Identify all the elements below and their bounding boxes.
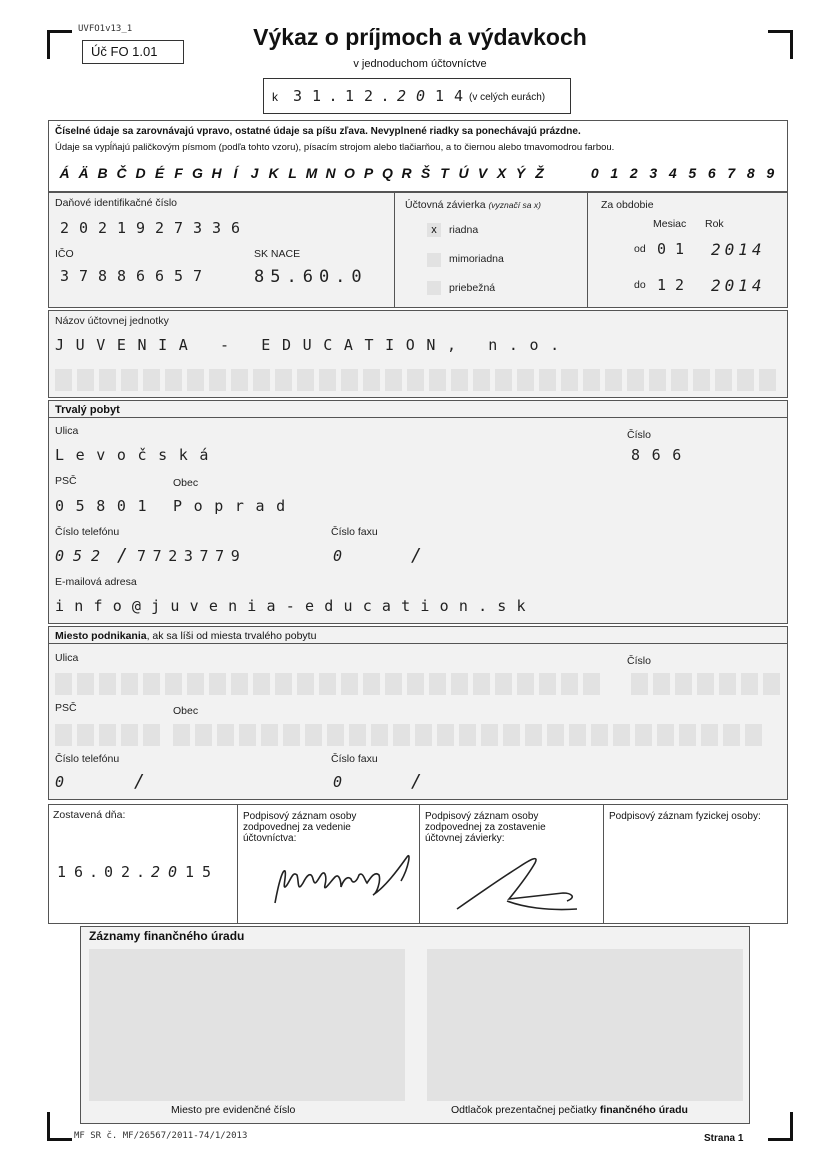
- sample-letter: Ä: [78, 165, 89, 181]
- registration-number-caption: Miesto pre evidenčné číslo: [171, 1104, 296, 1116]
- tax-office-title: Záznamy finančného úradu: [89, 929, 245, 943]
- report-date-char: .: [380, 87, 390, 105]
- business-number-label: Číslo: [627, 655, 651, 667]
- email-field[interactable]: info@juvenia-education.sk: [55, 597, 536, 615]
- to-label: do: [634, 279, 646, 291]
- sample-letter: Č: [116, 165, 127, 181]
- business-section: [48, 626, 788, 800]
- business-psc-label: PSČ: [55, 702, 77, 714]
- nace-field[interactable]: 85.60.0: [254, 267, 368, 287]
- unit-name-section: [48, 310, 788, 398]
- tax-office-section: [80, 926, 750, 1124]
- sample-digit: 8: [746, 165, 755, 181]
- sample-letter: X: [496, 165, 507, 181]
- sample-letter: G: [192, 165, 203, 181]
- sample-letter: K: [268, 165, 279, 181]
- business-number-field[interactable]: [631, 673, 780, 695]
- sample-digit: 9: [766, 165, 775, 181]
- report-date: [288, 87, 468, 105]
- ico-char: 7: [78, 267, 89, 285]
- ico-char: 6: [154, 267, 165, 285]
- tax-id-char: 3: [192, 219, 203, 237]
- report-date-char: 2: [396, 87, 407, 105]
- ico-label: IČO: [55, 248, 74, 260]
- instructions-bold: Číselné údaje sa zarovnávajú vpravo, ostatné údaje sa píšu zľava. Nevyplnené riadky sa ponechávajú prázdne.: [55, 126, 581, 137]
- phone-prefix-field[interactable]: 052: [55, 547, 110, 565]
- business-fax-slash: /: [411, 771, 422, 792]
- tax-id-char: 9: [135, 219, 146, 237]
- business-psc-field[interactable]: [55, 724, 160, 746]
- sample-letter: J: [250, 165, 259, 181]
- unit-name-empty-row[interactable]: [55, 369, 776, 391]
- residence-label: Trvalý pobyt: [55, 404, 120, 416]
- business-phone-slash: /: [134, 771, 145, 792]
- compiled-date-char: 5: [201, 863, 212, 881]
- stamp-caption: Odtlačok prezentačnej pečiatky finančného úradu: [451, 1104, 688, 1116]
- sample-letter: Ž: [535, 165, 544, 181]
- email-label: E-mailová adresa: [55, 576, 137, 588]
- currency-note: (v celých eurách): [469, 92, 546, 103]
- sample-letter: Ý: [515, 165, 526, 181]
- sample-letter: Ú: [458, 165, 469, 181]
- street-label: Ulica: [55, 425, 79, 437]
- sample-letter: V: [477, 165, 488, 181]
- business-fax-label: Číslo faxu: [331, 753, 378, 765]
- business-label: Miesto podnikania, ak sa líši od miesta trvalého pobytu: [55, 630, 317, 642]
- closing-regular-checkbox[interactable]: x: [427, 223, 441, 237]
- sample-letter: O: [344, 165, 355, 181]
- signature-closing: [447, 851, 597, 917]
- ico-field[interactable]: [55, 267, 207, 285]
- to-month-field[interactable]: 1 2: [657, 276, 685, 294]
- year-label: Rok: [705, 218, 724, 230]
- identification-section: [48, 192, 788, 308]
- corner-mark-bottom-left: [47, 1112, 72, 1141]
- phone-label: Číslo telefónu: [55, 526, 120, 538]
- compiled-label: Zostavená dňa:: [53, 809, 126, 821]
- ico-char: 5: [173, 267, 184, 285]
- fax-prefix-field[interactable]: 0: [333, 547, 343, 565]
- ico-char: 6: [135, 267, 146, 285]
- sample-digit: 5: [688, 165, 697, 181]
- report-date-char: 3: [292, 87, 303, 105]
- sample-letter: Í: [233, 165, 238, 181]
- compiled-date-char: 1: [56, 863, 67, 881]
- sample-digit: 4: [668, 165, 677, 181]
- unit-name-field[interactable]: JUVENIA - EDUCATION, n.o.: [55, 336, 571, 354]
- signature-accounting-label: Podpisový záznam osoby zodpovednej za vedenie účtovníctva:: [243, 811, 357, 844]
- closing-regular-label: riadna: [449, 224, 479, 236]
- phone-number-field[interactable]: 7723779: [137, 547, 247, 565]
- compiled-date-char: 0: [167, 863, 178, 881]
- tax-id-char: 2: [59, 219, 70, 237]
- tax-id-char: 3: [211, 219, 222, 237]
- unit-name-label: Názov účtovnej jednotky: [55, 315, 169, 327]
- business-obec-field[interactable]: [173, 724, 762, 746]
- month-label: Mesiac: [653, 218, 687, 230]
- sample-digit: 2: [629, 165, 638, 181]
- sample-letter: M: [305, 165, 318, 181]
- fax-label: Číslo faxu: [331, 526, 378, 538]
- business-obec-label: Obec: [173, 705, 199, 717]
- instructions-section: [48, 120, 788, 192]
- ico-char: 8: [116, 267, 127, 285]
- business-street-label: Ulica: [55, 652, 79, 664]
- form-code: UVFO1v13_1: [78, 24, 133, 34]
- period-label: Za obdobie: [601, 199, 654, 211]
- sample-digit: 0: [590, 165, 599, 181]
- tax-id-char: 2: [97, 219, 108, 237]
- tax-id-char: 2: [154, 219, 165, 237]
- tax-id-char: 7: [173, 219, 184, 237]
- sample-letter: D: [135, 165, 146, 181]
- sample-letter: N: [325, 165, 336, 181]
- psc-field[interactable]: 05801: [55, 497, 159, 515]
- sample-letter: H: [211, 165, 222, 181]
- from-label: od: [634, 243, 646, 255]
- report-date-char: 1: [434, 87, 445, 105]
- page-subtitle: v jednoduchom účtovníctve: [353, 58, 487, 70]
- tax-id-field[interactable]: [55, 219, 245, 237]
- sample-letter: É: [154, 165, 165, 181]
- sample-letter: T: [440, 165, 449, 181]
- closing-interim-checkbox[interactable]: [427, 281, 441, 295]
- corner-mark-top-left: [47, 30, 72, 59]
- business-phone-prefix-field[interactable]: 0: [55, 773, 65, 791]
- corner-mark-top-right: [768, 30, 793, 59]
- footer-code: MF SR č. MF/26567/2011-74/1/2013: [74, 1131, 248, 1141]
- sample-letter: P: [363, 165, 374, 181]
- street-field[interactable]: Levočská: [55, 446, 221, 464]
- residence-section: [48, 400, 788, 624]
- sample-letter: Á: [59, 165, 70, 181]
- report-date-char: 4: [453, 87, 464, 105]
- business-street-field[interactable]: [55, 673, 600, 695]
- signature-closing-label: Podpisový záznam osoby zodpovednej za zostavenie účtovnej závierky:: [425, 811, 546, 844]
- tax-id-char: 6: [230, 219, 241, 237]
- compiled-date-char: 0: [103, 863, 114, 881]
- page-number: Strana 1: [704, 1133, 744, 1144]
- closing-label: Účtovná závierka (vyznačí sa x): [405, 199, 541, 211]
- business-phone-label: Číslo telefónu: [55, 753, 120, 765]
- sample-letter: Š: [420, 165, 431, 181]
- document-type-box: Úč FO 1.01: [82, 40, 184, 64]
- sample-letter: L: [288, 165, 297, 181]
- fax-slash: /: [411, 545, 422, 566]
- obec-field[interactable]: Poprad: [173, 497, 297, 515]
- signature-accounting: [261, 841, 421, 911]
- compiled-date-char: .: [135, 863, 146, 881]
- number-label: Číslo: [627, 429, 651, 441]
- tax-id-label: Daňové identifikačné číslo: [55, 197, 177, 209]
- tax-id-char: 0: [78, 219, 89, 237]
- report-date-box: [263, 78, 571, 114]
- sample-letter: B: [97, 165, 108, 181]
- stamp-area: [427, 949, 743, 1101]
- ico-char: 7: [192, 267, 203, 285]
- signatures-section: [48, 804, 788, 924]
- report-date-char: 1: [344, 87, 355, 105]
- compiled-date-char: 2: [120, 863, 131, 881]
- report-date-prefix: k: [272, 90, 278, 104]
- letter-sample: [55, 165, 549, 181]
- from-month-field[interactable]: 0 1: [657, 240, 685, 258]
- number-field[interactable]: 866: [631, 446, 693, 464]
- sample-letter: R: [401, 165, 412, 181]
- report-date-char: .: [328, 87, 338, 105]
- registration-number-area: [89, 949, 405, 1101]
- compiled-date-char: 6: [73, 863, 84, 881]
- sample-digit: 6: [707, 165, 716, 181]
- signature-person-label: Podpisový záznam fyzickej osoby:: [609, 811, 761, 822]
- compiled-date-char: 1: [184, 863, 195, 881]
- obec-label: Obec: [173, 477, 199, 489]
- compiled-date-char: 2: [150, 863, 161, 881]
- tax-id-char: 1: [116, 219, 127, 237]
- from-year-field[interactable]: 2014: [711, 240, 766, 259]
- sample-letter: Q: [382, 165, 393, 181]
- closing-extraordinary-checkbox[interactable]: [427, 253, 441, 267]
- business-fax-prefix-field[interactable]: 0: [333, 773, 343, 791]
- corner-mark-bottom-right: [768, 1112, 793, 1141]
- nace-label: SK NACE: [254, 248, 301, 260]
- ico-char: 8: [97, 267, 108, 285]
- phone-slash: /: [117, 545, 128, 566]
- ico-char: 3: [59, 267, 70, 285]
- report-date-char: 1: [311, 87, 322, 105]
- closing-interim-label: priebežná: [449, 282, 496, 294]
- page-title: Výkaz o príjmoch a výdavkoch: [253, 24, 587, 50]
- to-year-field[interactable]: 2014: [711, 276, 766, 295]
- closing-extraordinary-label: mimoriadna: [449, 253, 504, 265]
- compiled-date-char: .: [88, 863, 99, 881]
- compiled-date-field[interactable]: [53, 863, 215, 881]
- closing-hint: (vyznačí sa x): [488, 200, 541, 210]
- report-date-char: 0: [415, 87, 426, 105]
- sample-digit: 3: [649, 165, 658, 181]
- psc-label: PSČ: [55, 475, 77, 487]
- digit-sample: [585, 165, 780, 181]
- instructions-text: Údaje sa vypĺňajú paličkovým písmom (podľa tohto vzoru), písacím strojom alebo tlačiarňou, a to čiernou alebo tmavomodrou farbou.: [55, 142, 615, 153]
- report-date-char: 2: [363, 87, 374, 105]
- sample-letter: F: [174, 165, 183, 181]
- sample-digit: 7: [727, 165, 736, 181]
- sample-digit: 1: [610, 165, 619, 181]
